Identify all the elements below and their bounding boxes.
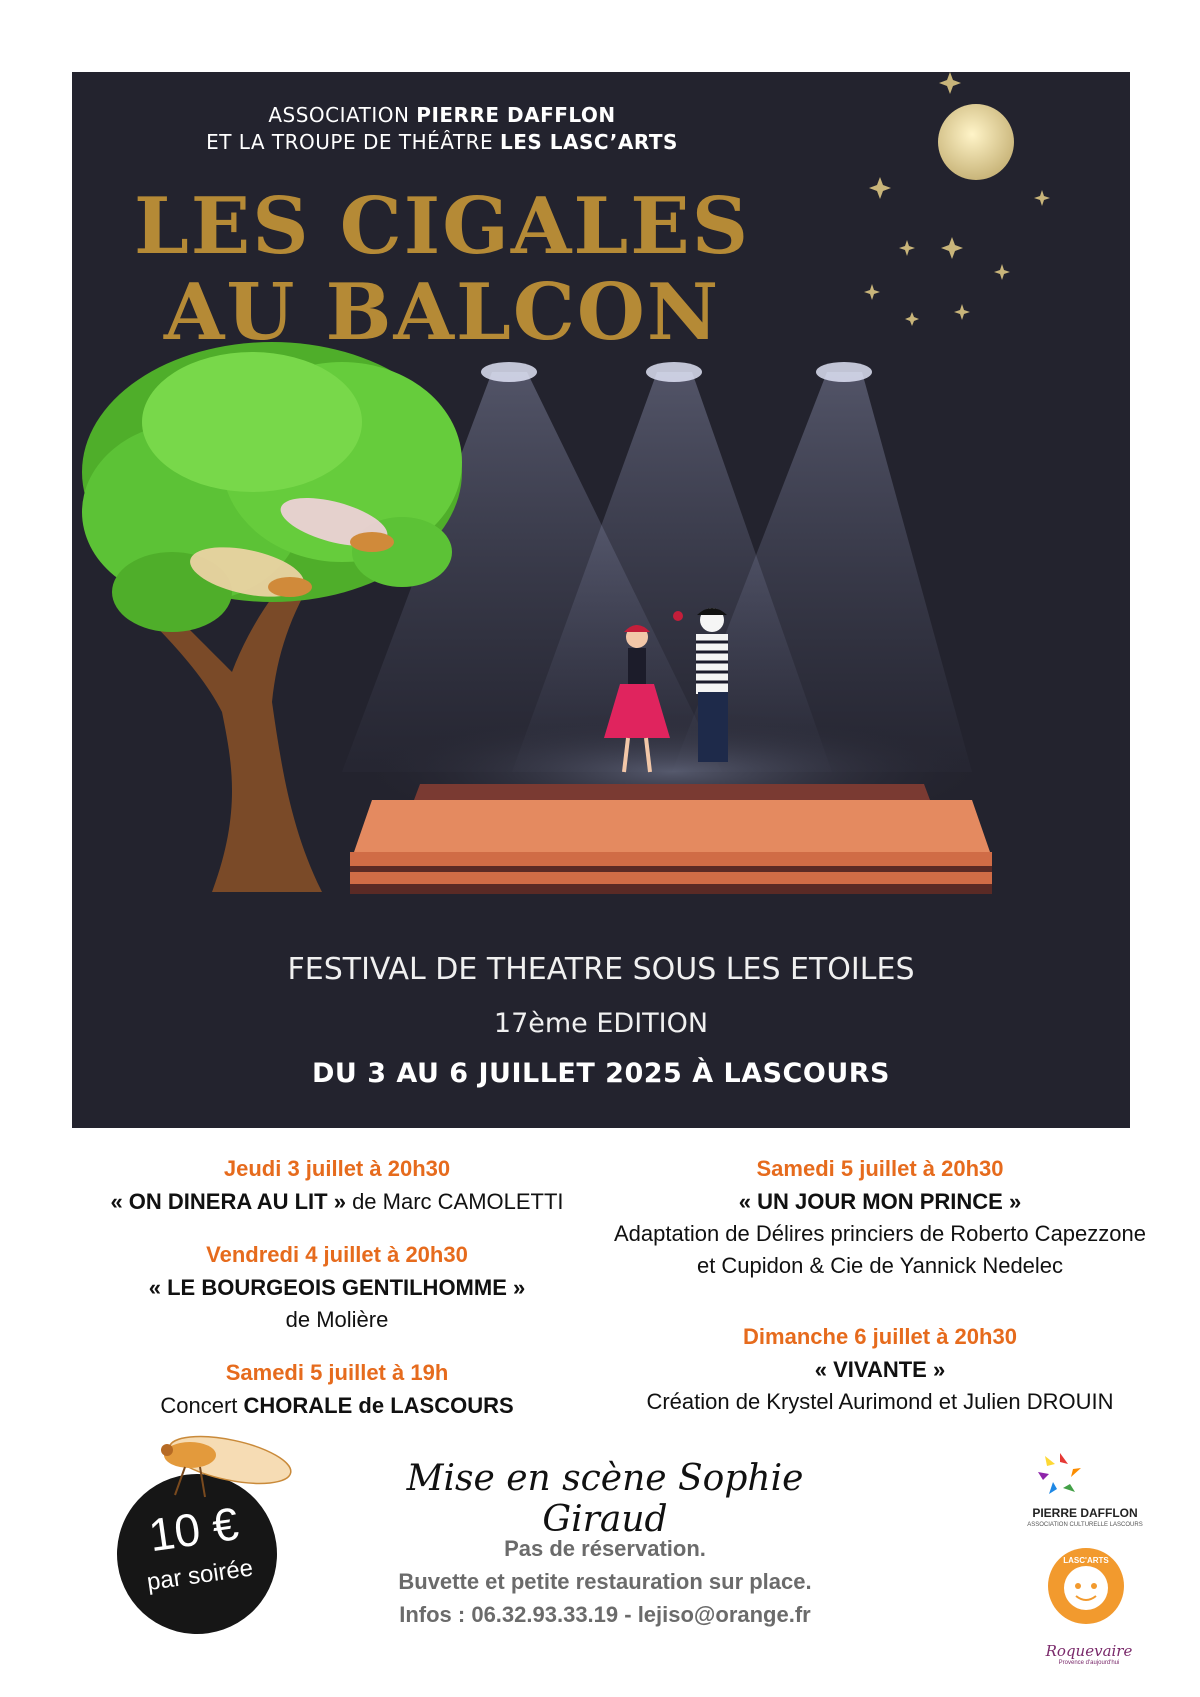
program-title: « VIVANTE » [814,1357,946,1382]
program-item-4 [600,1152,1160,1282]
lascarts-logo [1048,1548,1124,1624]
roquevaire-logo: Roquevaire [1045,1642,1133,1660]
title-line-2: AU BALCON [163,267,721,358]
troupe-name: LES LASC’ARTS [500,130,678,154]
moon [938,104,1014,180]
program-item-2 [72,1238,602,1336]
program-title: « UN JOUR MON PRINCE » [738,1189,1022,1214]
director-credit: Mise en scène Sophie Giraud [406,1458,804,1540]
program-item-3 [72,1356,602,1422]
buvette-note: Buvette et petite restauration sur place. [398,1569,812,1594]
program-detail: Création de Krystel Aurimond et Julien DROUIN [646,1389,1114,1414]
troupe-prefix: ET LA TROUPE DE THÉÂTRE [206,130,494,154]
program-date: Dimanche 6 juillet à 20h30 [743,1324,1017,1349]
dafflon-logo-label: PIERRE DAFFLON [1032,1506,1138,1520]
dafflon-logo-sub: ASSOCIATION CULTURELLE LASCOURS [1027,1522,1143,1528]
stage [350,784,992,894]
program-date: Vendredi 4 juillet à 20h30 [206,1242,468,1267]
program-author: de Marc CAMOLETTI [345,1189,564,1214]
program-date: Samedi 5 juillet à 20h30 [756,1156,1004,1181]
assoc-prefix: ASSOCIATION [268,103,410,127]
program-item-1 [72,1152,602,1218]
festival-name: FESTIVAL DE THEATRE SOUS LES ETOILES [287,952,915,987]
mask-icon [1048,1548,1124,1624]
program-prefix: Concert [160,1393,244,1418]
program-author: de Molière [285,1307,389,1332]
festival-edition: 17ème EDITION [493,1008,709,1039]
lascarts-logo-label: LASC'ARTS [1063,1556,1109,1565]
dafflon-logo-icon [1035,1450,1085,1500]
poster-image [72,72,1130,1128]
program-date: Samedi 5 juillet à 19h [225,1360,449,1385]
price-unit: par soirée [145,1554,255,1597]
program-date: Jeudi 3 juillet à 20h30 [223,1156,451,1181]
program-item-5 [600,1320,1160,1418]
festival-dates: DU 3 AU 6 JUILLET 2025 À LASCOURS [311,1058,890,1089]
program-title: « LE BOURGEOIS GENTILHOMME » [148,1275,526,1300]
program-detail: et Cupidon & Cie de Yannick Nedelec [696,1253,1064,1278]
assoc-name: PIERRE DAFFLON [416,103,616,127]
program-title: « ON DINERA AU LIT » [110,1189,346,1214]
reservation-note: Pas de réservation. [504,1536,706,1561]
practical-info [345,1532,865,1631]
program-detail: Adaptation de Délires princiers de Roberto Capezzone [614,1221,1146,1246]
organizer-credits [72,102,812,156]
roquevaire-logo-sub: Provence d'aujourd'hui [1058,1660,1120,1666]
cicada-icon [145,1425,295,1505]
contact-info: Infos : 06.32.93.33.19 - lejiso@orange.fr [399,1602,811,1627]
price-value: 10 € [145,1497,242,1562]
program-title: CHORALE de LASCOURS [243,1393,514,1418]
title-line-1: LES CIGALES [133,181,751,272]
